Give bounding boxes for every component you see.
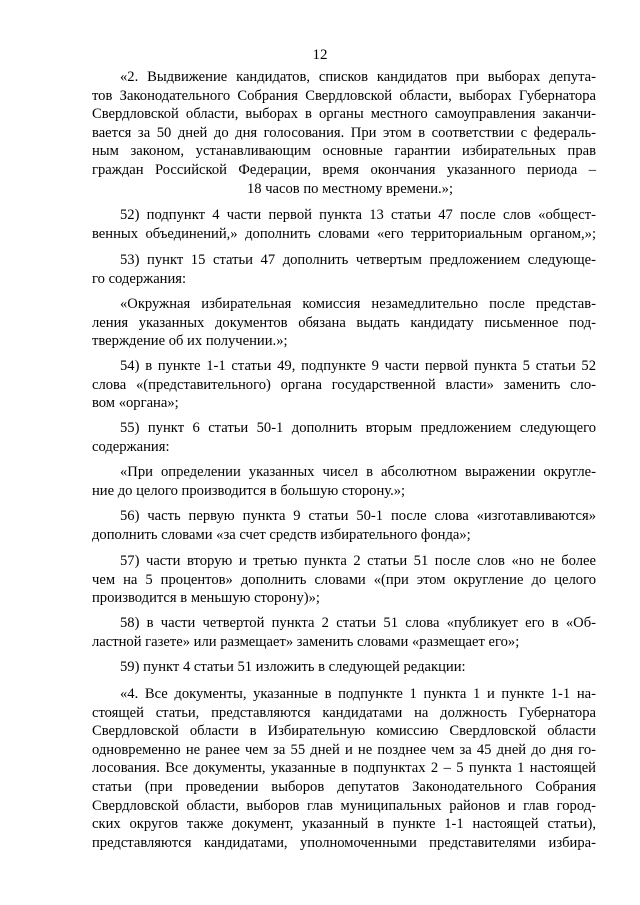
text-line: 18 часов по местному времени.»; — [246, 180, 454, 197]
text-line: Свердловской области, выборов глав муниципальных районов и глав город- — [92, 797, 596, 814]
text-line: производится в меньшую сторону)»; — [92, 590, 320, 607]
text-line: 53) пункт 15 статьи 47 дополнить четвертым предложением следующе- — [120, 252, 596, 268]
text-line: венных объединений,» дополнить словами «его территориальным органом,»; — [92, 225, 596, 242]
text-line: слова «(представительного) органа государственной власти» заменить сло- — [92, 376, 596, 393]
page-number: 12 — [312, 47, 328, 63]
text-line: содержания: — [92, 438, 170, 455]
text-line: граждан Российской Федерации, время окончания указанного периода – — [92, 161, 596, 178]
text-line: 59) пункт 4 статьи 51 изложить в следующей редакции: — [120, 659, 466, 675]
text-line: лосования. Все документы, указанные в подпунктах 2 – 5 пункта 1 настоящей — [92, 760, 596, 777]
text-line: 54) в пункте 1-1 статьи 49, подпункте 9 части первой пункта 5 статьи 52 — [120, 358, 596, 374]
text-line: вается за 50 дней до дня голосования. При этом в соответствии с федераль- — [92, 124, 596, 141]
text-line: ние до целого производится в большую сторону.»; — [92, 482, 406, 499]
paragraph-item-53 — [92, 251, 596, 288]
text-line: статьи (при проведении выборов депутатов Законодательного Собрания — [92, 778, 596, 795]
text-line: Свердловской области, выборах в органы местного самоуправления заканчи- — [92, 106, 596, 123]
text-line: ских округов также документ, указанный в пункте 1-1 настоящей статьи), — [92, 816, 596, 833]
text-line: 56) часть первую пункта 9 статьи 50-1 после слова «изготавливаются» — [120, 508, 596, 524]
text-line: вом «органа»; — [92, 395, 179, 412]
text-line: «Окружная избирательная комиссия незамедлительно после представ- — [120, 296, 596, 312]
text-line: «При определении указанных чисел в абсолютном выражении округле- — [120, 464, 596, 480]
paragraph-item-52 — [92, 206, 596, 243]
paragraph-item-59 — [104, 658, 596, 677]
text-line: ластной газете» или размещает» заменить словами «размещает его»; — [92, 633, 520, 650]
text-line: представляются кандидатами, уполномоченными представителями избира- — [92, 834, 596, 851]
text-line: ления указанных документов обязана выдать кандидату письменное под- — [92, 314, 596, 331]
paragraph-quote-commission — [92, 295, 596, 351]
paragraph-amendment-4 — [92, 685, 596, 852]
text-line: Свердловской области в Избирательную комиссию Свердловской области — [92, 723, 596, 740]
paragraph-item-58 — [92, 614, 596, 651]
paragraph-item-56 — [92, 507, 596, 544]
text-line: 52) подпункт 4 части первой пункта 13 статьи 47 после слов «общест- — [120, 207, 596, 223]
text-line: 57) части вторую и третью пункта 2 статьи 51 после слов «но не более — [120, 553, 596, 569]
text-line: тов Законодательного Собрания Свердловской области, выборах Губернатора — [92, 87, 596, 104]
text-line: ным законом, устанавливающим основные гарантии избирательных прав — [92, 143, 596, 160]
text-line: 55) пункт 6 статьи 50-1 дополнить вторым предложением следующего — [120, 420, 596, 436]
text-line: чем на 5 процентов» дополнить словами «(при этом округление до целого — [92, 571, 596, 588]
paragraph-item-55 — [92, 419, 596, 456]
text-line: одновременно не ранее чем за 55 дней и не позднее чем за 45 дней до дня го- — [92, 741, 596, 758]
text-line: дополнить словами «за счет средств избирательного фонда»; — [92, 526, 471, 543]
text-line: 58) в части четвертой пункта 2 статьи 51 слова «публикует его в «Об- — [120, 615, 596, 631]
text-line: «2. Выдвижение кандидатов, списков кандидатов при выборах депута- — [120, 69, 596, 85]
text-line: тверждение об их получении.»; — [92, 333, 288, 350]
paragraph-amendment-2 — [92, 68, 596, 198]
paragraph-item-57 — [92, 552, 596, 608]
text-line: го содержания: — [92, 270, 187, 287]
paragraph-item-54 — [92, 357, 596, 413]
paragraph-quote-rounding-up — [92, 463, 596, 500]
text-line: «4. Все документы, указанные в подпункте 1 пункта 1 и пункте 1-1 на- — [120, 686, 596, 702]
text-line: стоящей статьи, представляются кандидатами на должность Губернатора — [92, 704, 596, 721]
